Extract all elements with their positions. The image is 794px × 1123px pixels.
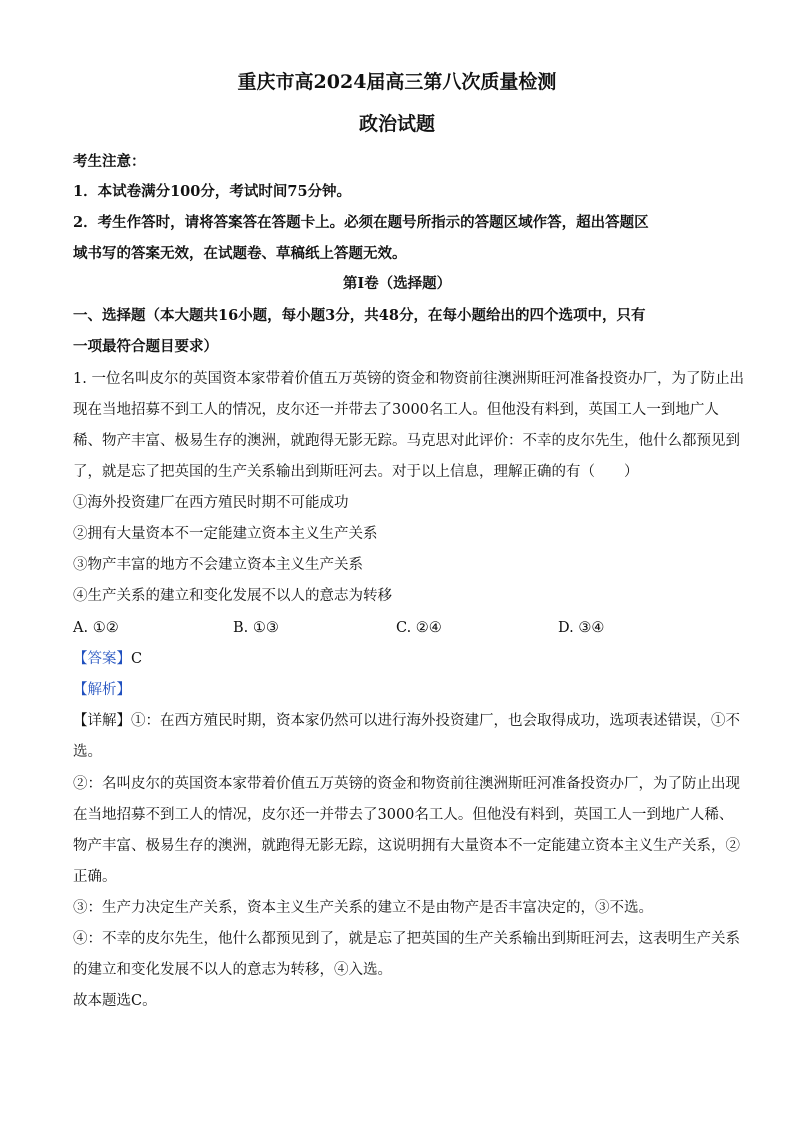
option-b: B. ①③ xyxy=(233,620,279,636)
notice-item-1: 1．本试卷满分100分，考试时间75分钟。 xyxy=(73,183,352,200)
detail-paragraph-3: ③：生产力决定生产关系，资本主义生产关系的建立不是由物产是否丰富决定的，③不选。 xyxy=(73,900,653,916)
notice-heading: 考生注意： xyxy=(73,153,146,170)
question-stem-line-4: 了，就是忘了把英国的生产关系输出到斯旺河去。对于以上信息，理解正确的有（ ） xyxy=(73,464,639,480)
detail-paragraph-2-line-3: 物产丰富、极易生存的澳洲，就跑得无影无踪，这说明拥有大量资本不一定能建立资本主义生产关系，② xyxy=(73,838,740,854)
option-d: D. ③④ xyxy=(558,620,605,636)
option-a: A. ①② xyxy=(73,620,119,636)
question-stem-line-1: 1. 一位名叫皮尔的英国资本家带着价值五万英镑的资金和物资前往澳洲斯旺河准备投资办厂，为了防止出 xyxy=(73,371,744,387)
detail-paragraph-4-line-1: ④：不幸的皮尔先生，他什么都预见到了，就是忘了把英国的生产关系输出到斯旺河去，这表明生产关系 xyxy=(73,931,740,947)
answer-value: C xyxy=(131,651,143,667)
question-stem-line-3: 稀、物产丰富、极易生存的澳洲，就跑得无影无踪。马克思对此评价：不幸的皮尔先生，他什么都预见到 xyxy=(73,433,740,449)
analysis-label: 【解析】 xyxy=(73,682,131,698)
detail-text-1: ①：在西方殖民时期，资本家仍然可以进行海外投资建厂，也会取得成功，选项表述错误，①不 xyxy=(131,713,740,729)
exam-title: 重庆市高2024届高三第八次质量检测 xyxy=(237,71,557,93)
part-title: 第Ⅰ卷（选择题） xyxy=(342,275,452,292)
answer-options xyxy=(73,618,723,638)
detail-paragraph-2-line-2: 在当地招募不到工人的情况，皮尔还一并带去了3000名工人。但他没有料到，英国工人一到地广人稀、 xyxy=(73,807,734,823)
statement-1: ①海外投资建厂在西方殖民时期不可能成功 xyxy=(73,495,349,511)
notice-item-2-line-1: 2．考生作答时，请将答案答在答题卡上。必须在题号所指示的答题区域作答，超出答题区 xyxy=(73,214,649,231)
statement-3: ③物产丰富的地方不会建立资本主义生产关系 xyxy=(73,557,363,573)
option-c: C. ②④ xyxy=(396,620,442,636)
answer-line xyxy=(73,649,723,669)
notice-item-2-line-2: 域书写的答案无效，在试题卷、草稿纸上答题无效。 xyxy=(73,245,407,262)
answer-label: 【答案】 xyxy=(73,651,131,667)
statement-4: ④生产关系的建立和变化发展不以人的意志为转移 xyxy=(73,588,392,604)
detail-paragraph-2-line-1: ②：名叫皮尔的英国资本家带着价值五万英镑的资金和物资前往澳洲斯旺河准备投资办厂，为了防止出现 xyxy=(73,776,740,792)
detail-paragraph-4-line-2: 的建立和变化发展不以人的意志为转移，④入选。 xyxy=(73,962,392,978)
statement-2: ②拥有大量资本不一定能建立资本主义生产关系 xyxy=(73,526,378,542)
section-heading-line-2: 一项最符合题目要求） xyxy=(73,338,218,355)
detail-paragraph-1-line-1 xyxy=(73,711,740,731)
detail-conclusion: 故本题选C。 xyxy=(73,993,157,1009)
subject-title: 政治试题 xyxy=(358,113,435,135)
section-heading-line-1: 一、选择题（本大题共16小题，每小题3分，共48分，在每小题给出的四个选项中，只有 xyxy=(73,307,646,324)
detail-label: 【详解】 xyxy=(73,713,131,729)
question-stem-line-2: 现在当地招募不到工人的情况，皮尔还一并带去了3000名工人。但他没有料到，英国工人一到地广人 xyxy=(73,402,719,418)
detail-paragraph-1-line-2: 选。 xyxy=(73,744,102,760)
detail-paragraph-2-line-4: 正确。 xyxy=(73,869,117,885)
